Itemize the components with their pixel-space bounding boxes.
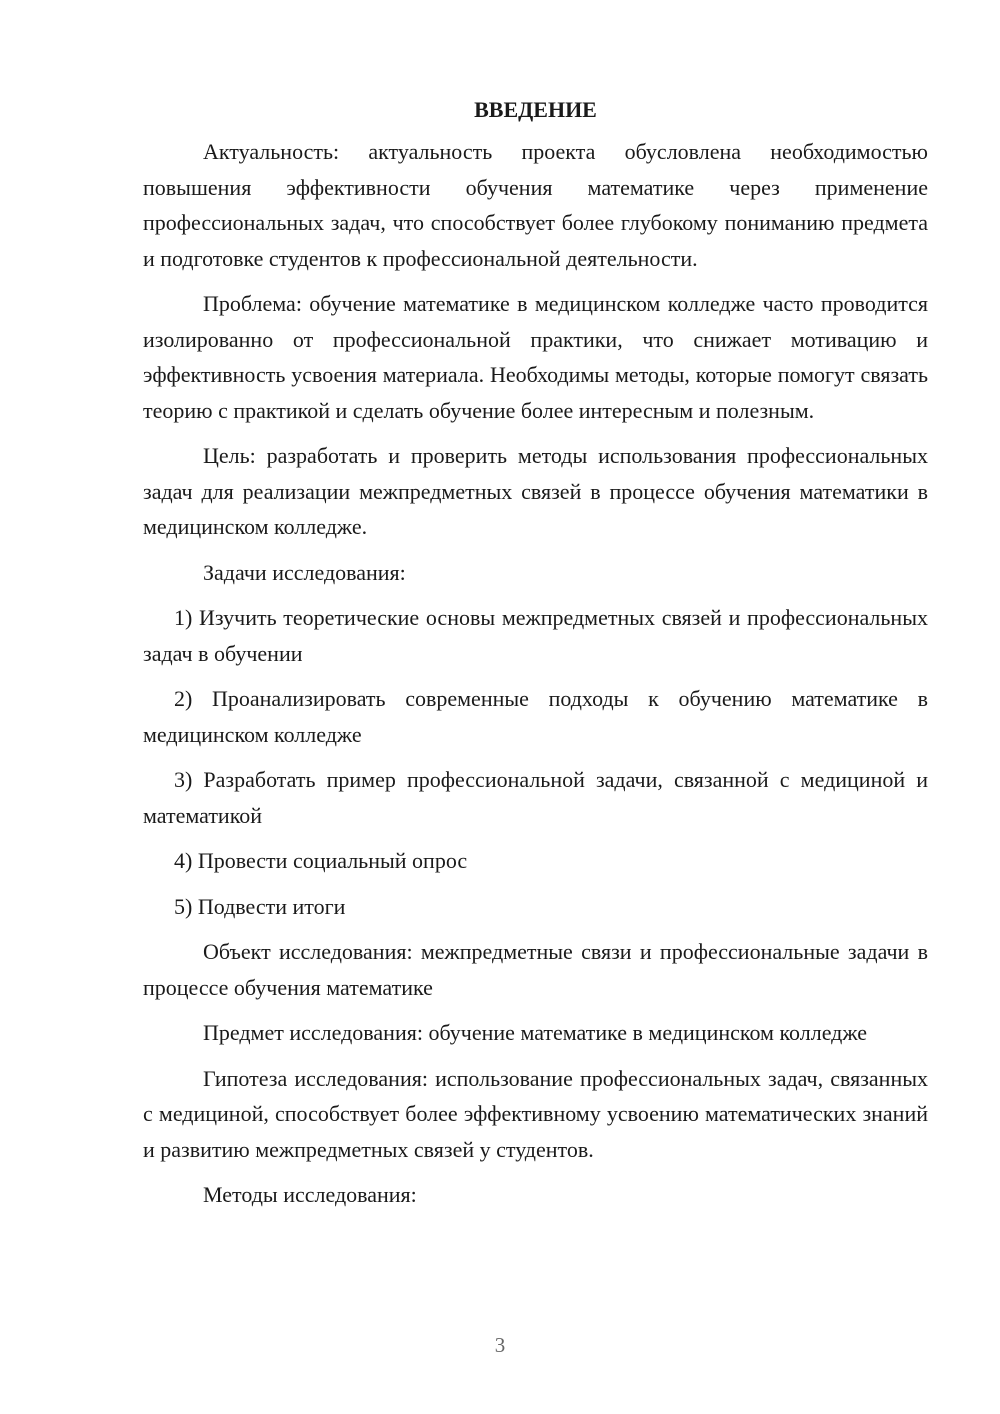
paragraph-methods-title: Методы исследования: — [203, 1182, 417, 1207]
paragraph-goal: Цель: разработать и проверить методы использования профессиональных задач для реализации межпредметных связей в процессе обучения математики в медицинском колледже. — [143, 443, 928, 539]
paragraph-subject: Предмет исследования: обучение математике в медицинском колледже — [203, 1020, 868, 1045]
task-item-1: 1) Изучить теоретические основы межпредметных связей и профессиональных задач в обучении — [143, 605, 928, 666]
paragraph-relevance: Актуальность: актуальность проекта обусловлена необходимостью повышения эффективности обучения математике через применение профессиональных задач, что способствует более глубокому пониманию предмета и подготовке студентов к профессиональной деятельности. — [143, 139, 928, 271]
task-item-5: 5) Подвести итоги — [174, 893, 346, 919]
page-number: 3 — [494, 1333, 506, 1357]
task-item-4: 4) Провести социальный опрос — [174, 848, 468, 873]
task-item-2: 2) Проанализировать современные подходы к обучению математике в медицинском колледже — [143, 686, 928, 747]
paragraph-object: Объект исследования: межпредметные связи и профессиональные задачи в процессе обучения математике — [143, 939, 928, 1000]
section-heading: ВВЕДЕНИЕ — [474, 97, 597, 122]
page-content — [143, 95, 928, 1223]
paragraph-hypothesis: Гипотеза исследования: использование профессиональных задач, связанных с медициной, способствует более эффективному усвоению математических знаний и развитию межпредметных связей у студентов. — [143, 1065, 928, 1162]
paragraph-tasks-title: Задачи исследования: — [203, 559, 406, 585]
task-item-3: 3) Разработать пример профессиональной задачи, связанной с медициной и математикой — [143, 767, 928, 828]
paragraph-problem: Проблема: обучение математике в медицинском колледже часто проводится изолированно от профессиональной практики, что снижает мотивацию и эффективность усвоения материала. Необходимы методы, которые помогут связать теорию с практикой и сделать обучение более интересным и полезным. — [143, 291, 928, 423]
